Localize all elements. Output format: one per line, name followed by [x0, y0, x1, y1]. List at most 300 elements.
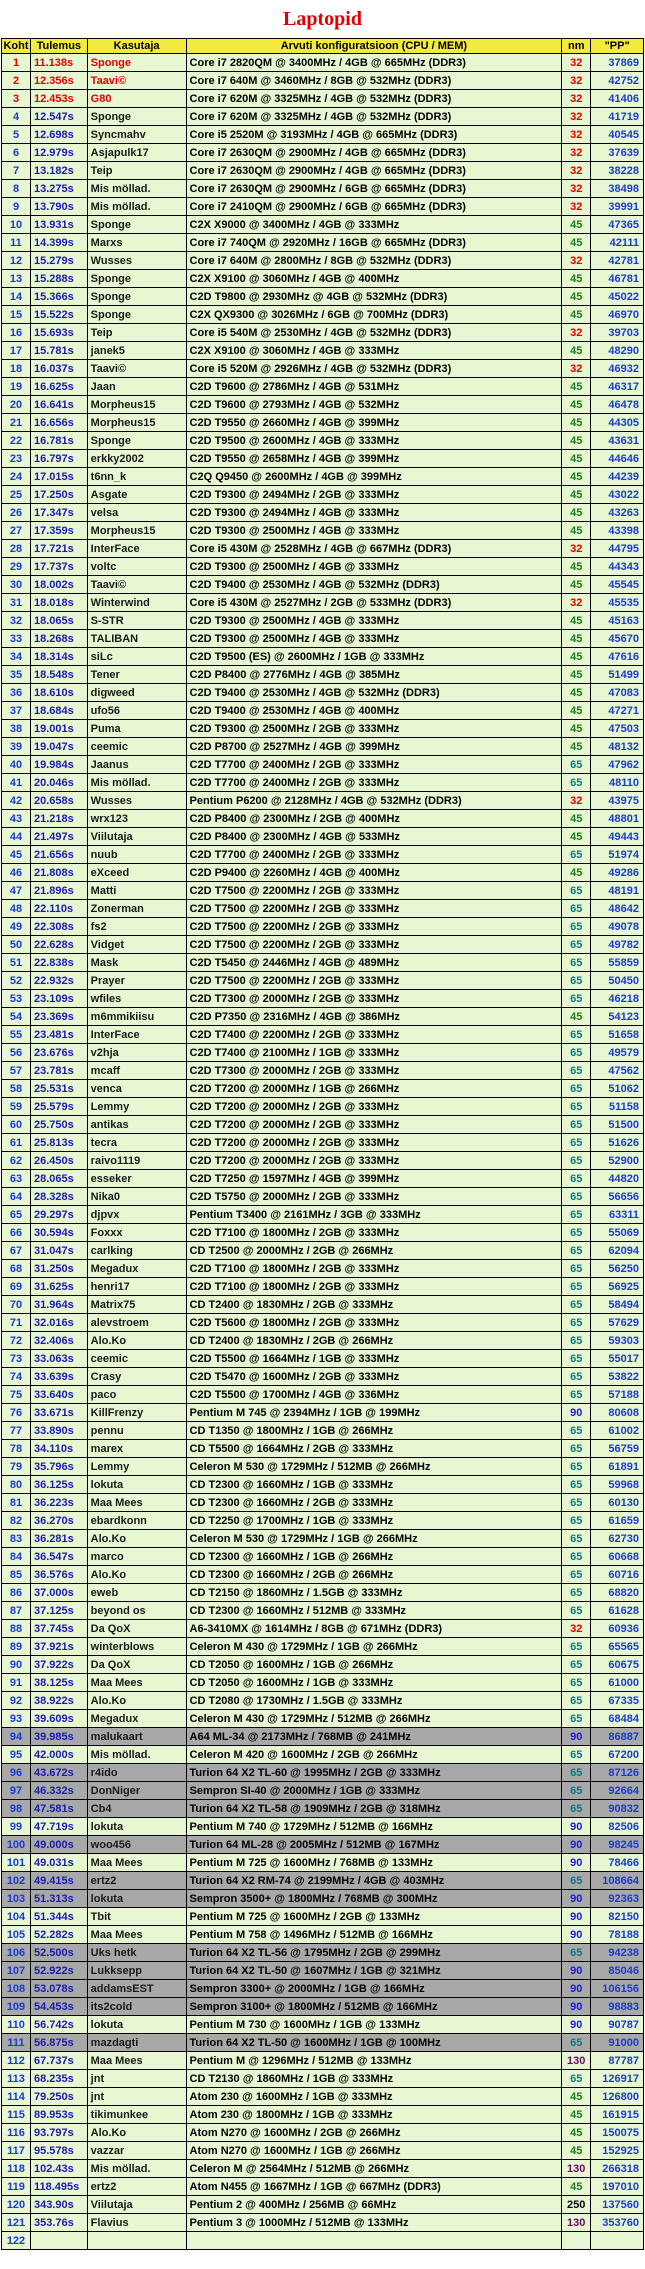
- cell-configuration: C2D T9600 @ 2793MHz / 4GB @ 532MHz: [186, 396, 562, 414]
- cell-result: 36.281s: [31, 1530, 88, 1548]
- table-row: [2, 702, 644, 720]
- table-row: [2, 270, 644, 288]
- cell-configuration: C2D T9300 @ 2500MHz / 4GB @ 333MHz: [186, 612, 562, 630]
- table-row: [2, 522, 644, 540]
- cell-rank: 66: [2, 1224, 31, 1242]
- cell-configuration: Pentium 3 @ 1000MHz / 512MB @ 133MHz: [186, 2214, 562, 2232]
- cell-configuration: C2D T7500 @ 2200MHz / 2GB @ 333MHz: [186, 900, 562, 918]
- cell-user: Alo.Ko: [87, 1566, 186, 1584]
- cell-result: 18.684s: [31, 702, 88, 720]
- cell-nm: 65: [562, 2034, 591, 2052]
- cell-configuration: C2D T7300 @ 2000MHz / 2GB @ 333MHz: [186, 990, 562, 1008]
- cell-pp: 62730: [591, 1530, 644, 1548]
- col-header-tulemus[interactable]: Tulemus: [31, 39, 88, 54]
- cell-pp: 55859: [591, 954, 644, 972]
- cell-nm: 65: [562, 1026, 591, 1044]
- cell-nm: 65: [562, 1386, 591, 1404]
- cell-nm: 65: [562, 1152, 591, 1170]
- table-row: [2, 198, 644, 216]
- table-row: [2, 1638, 644, 1656]
- cell-user: KillFrenzy: [87, 1404, 186, 1422]
- cell-user: ceemic: [87, 1350, 186, 1368]
- cell-result: 16.037s: [31, 360, 88, 378]
- table-row: [2, 1656, 644, 1674]
- cell-result: 19.984s: [31, 756, 88, 774]
- cell-rank: 38: [2, 720, 31, 738]
- cell-rank: 25: [2, 486, 31, 504]
- cell-configuration: C2D T5500 @ 1700MHz / 4GB @ 336MHz: [186, 1386, 562, 1404]
- table-row: [2, 1620, 644, 1638]
- cell-nm: 90: [562, 1926, 591, 1944]
- cell-rank: 24: [2, 468, 31, 486]
- page-title: Laptopid: [283, 7, 362, 30]
- cell-nm: [562, 2232, 591, 2250]
- cell-result: 343.90s: [31, 2196, 88, 2214]
- cell-rank: 91: [2, 1674, 31, 1692]
- cell-result: 49.000s: [31, 1836, 88, 1854]
- cell-result: 22.932s: [31, 972, 88, 990]
- cell-result: 11.138s: [31, 54, 88, 72]
- cell-user: Mis möllad.: [87, 180, 186, 198]
- cell-pp: 90832: [591, 1800, 644, 1818]
- cell-configuration: Core i7 740QM @ 2920MHz / 16GB @ 665MHz (DDR3): [186, 234, 562, 252]
- cell-result: 38.922s: [31, 1692, 88, 1710]
- cell-result: 42.000s: [31, 1746, 88, 1764]
- cell-pp: 57188: [591, 1386, 644, 1404]
- cell-pp: 43398: [591, 522, 644, 540]
- cell-pp: 61628: [591, 1602, 644, 1620]
- cell-result: 22.110s: [31, 900, 88, 918]
- cell-result: 18.065s: [31, 612, 88, 630]
- cell-rank: 88: [2, 1620, 31, 1638]
- cell-configuration: Pentium M 730 @ 1600MHz / 1GB @ 133MHz: [186, 2016, 562, 2034]
- cell-result: 36.576s: [31, 1566, 88, 1584]
- cell-result: 36.125s: [31, 1476, 88, 1494]
- cell-user: Mask: [87, 954, 186, 972]
- cell-user: lokuta: [87, 2016, 186, 2034]
- cell-nm: 45: [562, 576, 591, 594]
- table-row: [2, 576, 644, 594]
- table-row: [2, 1278, 644, 1296]
- table-row: [2, 1386, 644, 1404]
- table-row: [2, 1602, 644, 1620]
- cell-configuration: C2D T5450 @ 2446MHz / 4GB @ 489MHz: [186, 954, 562, 972]
- cell-configuration: Core i7 2820QM @ 3400MHz / 4GB @ 665MHz (DDR3): [186, 54, 562, 72]
- cell-pp: 39991: [591, 198, 644, 216]
- cell-user: Sponge: [87, 432, 186, 450]
- cell-result: 37.125s: [31, 1602, 88, 1620]
- cell-rank: 105: [2, 1926, 31, 1944]
- cell-configuration: A64 ML-34 @ 2173MHz / 768MB @ 241MHz: [186, 1728, 562, 1746]
- cell-result: 95.578s: [31, 2142, 88, 2160]
- cell-rank: 86: [2, 1584, 31, 1602]
- cell-pp: 38228: [591, 162, 644, 180]
- cell-configuration: Celeron M 530 @ 1729MHz / 512MB @ 266MHz: [186, 1458, 562, 1476]
- cell-rank: 16: [2, 324, 31, 342]
- cell-configuration: C2D T9400 @ 2530MHz / 4GB @ 400MHz: [186, 702, 562, 720]
- table-row: [2, 1872, 644, 1890]
- cell-pp: 82150: [591, 1908, 644, 1926]
- cell-result: 13.790s: [31, 198, 88, 216]
- cell-pp: 161915: [591, 2106, 644, 2124]
- cell-nm: 45: [562, 288, 591, 306]
- cell-result: 15.288s: [31, 270, 88, 288]
- cell-user: velsa: [87, 504, 186, 522]
- cell-user: S-STR: [87, 612, 186, 630]
- table-row: [2, 1674, 644, 1692]
- cell-configuration: C2D T9500 (ES) @ 2600MHz / 1GB @ 333MHz: [186, 648, 562, 666]
- cell-pp: 68484: [591, 1710, 644, 1728]
- cell-pp: 353760: [591, 2214, 644, 2232]
- cell-nm: 65: [562, 1062, 591, 1080]
- cell-configuration: C2D P8400 @ 2300MHz / 2GB @ 400MHz: [186, 810, 562, 828]
- cell-rank: 116: [2, 2124, 31, 2142]
- cell-result: 18.314s: [31, 648, 88, 666]
- table-row: [2, 1296, 644, 1314]
- cell-pp: 51974: [591, 846, 644, 864]
- table-row: [2, 594, 644, 612]
- table-row: [2, 1458, 644, 1476]
- cell-rank: 43: [2, 810, 31, 828]
- cell-rank: 23: [2, 450, 31, 468]
- cell-user: jnt: [87, 2088, 186, 2106]
- cell-rank: 80: [2, 1476, 31, 1494]
- cell-configuration: Turion 64 X2 RM-74 @ 2199MHz / 4GB @ 403MHz: [186, 1872, 562, 1890]
- table-row: [2, 954, 644, 972]
- cell-nm: 65: [562, 1422, 591, 1440]
- cell-result: 56.875s: [31, 2034, 88, 2052]
- cell-configuration: Turion 64 ML-28 @ 2005MHz / 512MB @ 167MHz: [186, 1836, 562, 1854]
- cell-rank: 92: [2, 1692, 31, 1710]
- cell-pp: 60130: [591, 1494, 644, 1512]
- cell-nm: 45: [562, 2124, 591, 2142]
- cell-user: pennu: [87, 1422, 186, 1440]
- cell-pp: 60716: [591, 1566, 644, 1584]
- cell-nm: 32: [562, 72, 591, 90]
- table-row: [2, 720, 644, 738]
- cell-pp: 61002: [591, 1422, 644, 1440]
- cell-rank: 75: [2, 1386, 31, 1404]
- cell-user: Crasy: [87, 1368, 186, 1386]
- cell-user: InterFace: [87, 1026, 186, 1044]
- col-header-kasutaja[interactable]: Kasutaja: [87, 39, 186, 54]
- table-row: [2, 1170, 644, 1188]
- table-row: [2, 828, 644, 846]
- cell-nm: 90: [562, 1890, 591, 1908]
- cell-rank: 39: [2, 738, 31, 756]
- cell-nm: 65: [562, 1656, 591, 1674]
- table-row: [2, 1260, 644, 1278]
- cell-user: janek5: [87, 342, 186, 360]
- cell-nm: 45: [562, 342, 591, 360]
- table-row: [2, 1152, 644, 1170]
- cell-user: Maa Mees: [87, 2052, 186, 2070]
- table-row: [2, 1224, 644, 1242]
- cell-nm: 45: [562, 666, 591, 684]
- cell-user: Viilutaja: [87, 2196, 186, 2214]
- cell-result: 20.658s: [31, 792, 88, 810]
- cell-result: 53.078s: [31, 1980, 88, 1998]
- table-row: [2, 882, 644, 900]
- cell-nm: 65: [562, 756, 591, 774]
- table-row: [2, 1512, 644, 1530]
- cell-pp: 48642: [591, 900, 644, 918]
- cell-result: 34.110s: [31, 1440, 88, 1458]
- cell-nm: 65: [562, 1674, 591, 1692]
- cell-configuration: Core i7 2630QM @ 2900MHz / 6GB @ 665MHz (DDR3): [186, 180, 562, 198]
- cell-result: 25.579s: [31, 1098, 88, 1116]
- cell-user: carlking: [87, 1242, 186, 1260]
- cell-pp: 59303: [591, 1332, 644, 1350]
- cell-pp: 41406: [591, 90, 644, 108]
- table-row: [2, 396, 644, 414]
- cell-nm: 130: [562, 2052, 591, 2070]
- table-row: [2, 1368, 644, 1386]
- cell-rank: 122: [2, 2232, 31, 2250]
- cell-rank: 113: [2, 2070, 31, 2088]
- cell-pp: 78188: [591, 1926, 644, 1944]
- col-header-pp[interactable]: "PP": [591, 39, 644, 54]
- cell-pp: [591, 2232, 644, 2250]
- cell-pp: 90787: [591, 2016, 644, 2034]
- cell-nm: 32: [562, 594, 591, 612]
- cell-configuration: Pentium M 725 @ 1600MHz / 2GB @ 133MHz: [186, 1908, 562, 1926]
- cell-result: 28.328s: [31, 1188, 88, 1206]
- cell-configuration: Pentium T3400 @ 2161MHz / 3GB @ 333MHz: [186, 1206, 562, 1224]
- cell-pp: 62094: [591, 1242, 644, 1260]
- table-row: [2, 432, 644, 450]
- cell-result: 17.359s: [31, 522, 88, 540]
- cell-configuration: C2D T7200 @ 2000MHz / 2GB @ 333MHz: [186, 1098, 562, 1116]
- table-row: [2, 1332, 644, 1350]
- cell-rank: 83: [2, 1530, 31, 1548]
- cell-nm: 45: [562, 468, 591, 486]
- cell-rank: 102: [2, 1872, 31, 1890]
- cell-pp: 47562: [591, 1062, 644, 1080]
- cell-configuration: C2D T7700 @ 2400MHz / 2GB @ 333MHz: [186, 756, 562, 774]
- cell-nm: 65: [562, 1476, 591, 1494]
- cell-user: Asjapulk17: [87, 144, 186, 162]
- cell-rank: 30: [2, 576, 31, 594]
- cell-nm: 65: [562, 1260, 591, 1278]
- cell-configuration: C2D T7200 @ 2000MHz / 2GB @ 333MHz: [186, 1134, 562, 1152]
- cell-user: Sponge: [87, 288, 186, 306]
- table-row: [2, 2142, 644, 2160]
- cell-pp: 37639: [591, 144, 644, 162]
- cell-rank: 87: [2, 1602, 31, 1620]
- cell-user: r4ido: [87, 1764, 186, 1782]
- cell-result: 21.896s: [31, 882, 88, 900]
- cell-rank: 95: [2, 1746, 31, 1764]
- cell-configuration: C2D T7400 @ 2100MHz / 1GB @ 333MHz: [186, 1044, 562, 1062]
- cell-nm: 65: [562, 882, 591, 900]
- cell-rank: 55: [2, 1026, 31, 1044]
- cell-result: 49.031s: [31, 1854, 88, 1872]
- cell-rank: 108: [2, 1980, 31, 1998]
- cell-rank: 94: [2, 1728, 31, 1746]
- cell-nm: 65: [562, 1602, 591, 1620]
- table-row: [2, 1080, 644, 1098]
- cell-nm: 45: [562, 504, 591, 522]
- table-row: [2, 1026, 644, 1044]
- cell-result: 31.625s: [31, 1278, 88, 1296]
- table-row: [2, 288, 644, 306]
- table-row: [2, 1728, 644, 1746]
- cell-nm: 65: [562, 1800, 591, 1818]
- cell-result: 23.781s: [31, 1062, 88, 1080]
- cell-pp: 137560: [591, 2196, 644, 2214]
- cell-result: 15.279s: [31, 252, 88, 270]
- cell-rank: 28: [2, 540, 31, 558]
- cell-pp: 48191: [591, 882, 644, 900]
- cell-nm: 65: [562, 1782, 591, 1800]
- cell-user: Sponge: [87, 306, 186, 324]
- table-row: [2, 378, 644, 396]
- cell-nm: 45: [562, 234, 591, 252]
- cell-pp: 43975: [591, 792, 644, 810]
- cell-user: DonNiger: [87, 1782, 186, 1800]
- cell-rank: 89: [2, 1638, 31, 1656]
- cell-pp: 63311: [591, 1206, 644, 1224]
- cell-result: 28.065s: [31, 1170, 88, 1188]
- cell-user: esseker: [87, 1170, 186, 1188]
- cell-configuration: C2D P8700 @ 2527MHz / 4GB @ 399MHz: [186, 738, 562, 756]
- cell-nm: 65: [562, 1512, 591, 1530]
- cell-rank: 47: [2, 882, 31, 900]
- cell-configuration: Turion 64 X2 TL-50 @ 1600MHz / 1GB @ 100MHz: [186, 2034, 562, 2052]
- cell-nm: 65: [562, 1638, 591, 1656]
- results-table: [1, 38, 644, 2250]
- col-header-nm[interactable]: nm: [562, 39, 591, 54]
- cell-pp: 68820: [591, 1584, 644, 1602]
- table-row: [2, 252, 644, 270]
- table-row: [2, 504, 644, 522]
- cell-configuration: Core i7 640M @ 2800MHz / 8GB @ 532MHz (DDR3): [186, 252, 562, 270]
- cell-result: 33.063s: [31, 1350, 88, 1368]
- cell-configuration: Core i7 2630QM @ 2900MHz / 4GB @ 665MHz (DDR3): [186, 144, 562, 162]
- cell-pp: 266318: [591, 2160, 644, 2178]
- cell-pp: 52900: [591, 1152, 644, 1170]
- cell-result: 17.347s: [31, 504, 88, 522]
- cell-rank: 22: [2, 432, 31, 450]
- cell-nm: 65: [562, 774, 591, 792]
- cell-rank: 111: [2, 2034, 31, 2052]
- cell-configuration: C2D P7350 @ 2316MHz / 4GB @ 386MHz: [186, 1008, 562, 1026]
- cell-user: Nika0: [87, 1188, 186, 1206]
- table-row: [2, 1836, 644, 1854]
- cell-user: m6mmikiisu: [87, 1008, 186, 1026]
- table-row: [2, 342, 644, 360]
- table-row: [2, 1062, 644, 1080]
- cell-user: ufo56: [87, 702, 186, 720]
- cell-nm: 32: [562, 252, 591, 270]
- cell-configuration: C2D T7200 @ 2000MHz / 1GB @ 266MHz: [186, 1080, 562, 1098]
- cell-result: 31.047s: [31, 1242, 88, 1260]
- cell-rank: 69: [2, 1278, 31, 1296]
- cell-configuration: Core i5 520M @ 2926MHz / 4GB @ 532MHz (DDR3): [186, 360, 562, 378]
- cell-configuration: C2D T7100 @ 1800MHz / 2GB @ 333MHz: [186, 1224, 562, 1242]
- cell-user: wfiles: [87, 990, 186, 1008]
- cell-pp: 46932: [591, 360, 644, 378]
- cell-user: Lukksepp: [87, 1962, 186, 1980]
- cell-rank: 40: [2, 756, 31, 774]
- cell-pp: 150075: [591, 2124, 644, 2142]
- cell-pp: 37869: [591, 54, 644, 72]
- cell-configuration: Core i7 640M @ 3460MHz / 8GB @ 532MHz (DDR3): [186, 72, 562, 90]
- cell-user: Mis möllad.: [87, 1746, 186, 1764]
- table-row: [2, 1998, 644, 2016]
- cell-nm: 32: [562, 180, 591, 198]
- cell-rank: 19: [2, 378, 31, 396]
- cell-user: alevstroem: [87, 1314, 186, 1332]
- cell-rank: 8: [2, 180, 31, 198]
- table-row: [2, 1206, 644, 1224]
- cell-pp: 85046: [591, 1962, 644, 1980]
- cell-pp: 80608: [591, 1404, 644, 1422]
- cell-rank: 119: [2, 2178, 31, 2196]
- cell-configuration: Pentium M 745 @ 2394MHz / 1GB @ 199MHz: [186, 1404, 562, 1422]
- col-header-koht[interactable]: Koht: [3, 40, 29, 52]
- table-row: [2, 666, 644, 684]
- table-row: [2, 648, 644, 666]
- cell-user: lokuta: [87, 1890, 186, 1908]
- cell-configuration: Turion 64 X2 TL-58 @ 1909MHz / 2GB @ 318MHz: [186, 1800, 562, 1818]
- cell-user: Teip: [87, 162, 186, 180]
- cell-rank: 68: [2, 1260, 31, 1278]
- cell-result: 14.399s: [31, 234, 88, 252]
- table-row: [2, 1908, 644, 1926]
- cell-user: Asgate: [87, 486, 186, 504]
- cell-pp: 108664: [591, 1872, 644, 1890]
- table-row: [2, 1890, 644, 1908]
- col-header-konfiguratsioon[interactable]: Arvuti konfiguratsioon (CPU / MEM): [186, 39, 562, 54]
- table-row: [2, 216, 644, 234]
- cell-user: marco: [87, 1548, 186, 1566]
- cell-nm: 65: [562, 1098, 591, 1116]
- cell-pp: 67335: [591, 1692, 644, 1710]
- cell-nm: 45: [562, 306, 591, 324]
- cell-user: erkky2002: [87, 450, 186, 468]
- cell-nm: 45: [562, 414, 591, 432]
- table-row: [2, 2034, 644, 2052]
- cell-rank: 82: [2, 1512, 31, 1530]
- cell-pp: 43022: [591, 486, 644, 504]
- cell-nm: 65: [562, 990, 591, 1008]
- cell-user: Cb4: [87, 1800, 186, 1818]
- cell-user: Morpheus15: [87, 414, 186, 432]
- cell-pp: 87787: [591, 2052, 644, 2070]
- cell-result: 18.548s: [31, 666, 88, 684]
- cell-nm: 65: [562, 1296, 591, 1314]
- cell-pp: 48132: [591, 738, 644, 756]
- cell-configuration: C2D T7200 @ 2000MHz / 2GB @ 333MHz: [186, 1116, 562, 1134]
- cell-pp: 51500: [591, 1116, 644, 1134]
- table-body: [2, 54, 644, 2250]
- cell-result: 29.297s: [31, 1206, 88, 1224]
- cell-nm: 65: [562, 2070, 591, 2088]
- cell-user: voltc: [87, 558, 186, 576]
- table-row: [2, 234, 644, 252]
- cell-configuration: C2X QX9300 @ 3026MHz / 6GB @ 700MHz (DDR3): [186, 306, 562, 324]
- cell-pp: 46781: [591, 270, 644, 288]
- cell-rank: 121: [2, 2214, 31, 2232]
- cell-user: Wusses: [87, 792, 186, 810]
- cell-nm: 65: [562, 972, 591, 990]
- table-row: [2, 972, 644, 990]
- cell-result: 39.985s: [31, 1728, 88, 1746]
- cell-pp: 49782: [591, 936, 644, 954]
- cell-nm: 45: [562, 810, 591, 828]
